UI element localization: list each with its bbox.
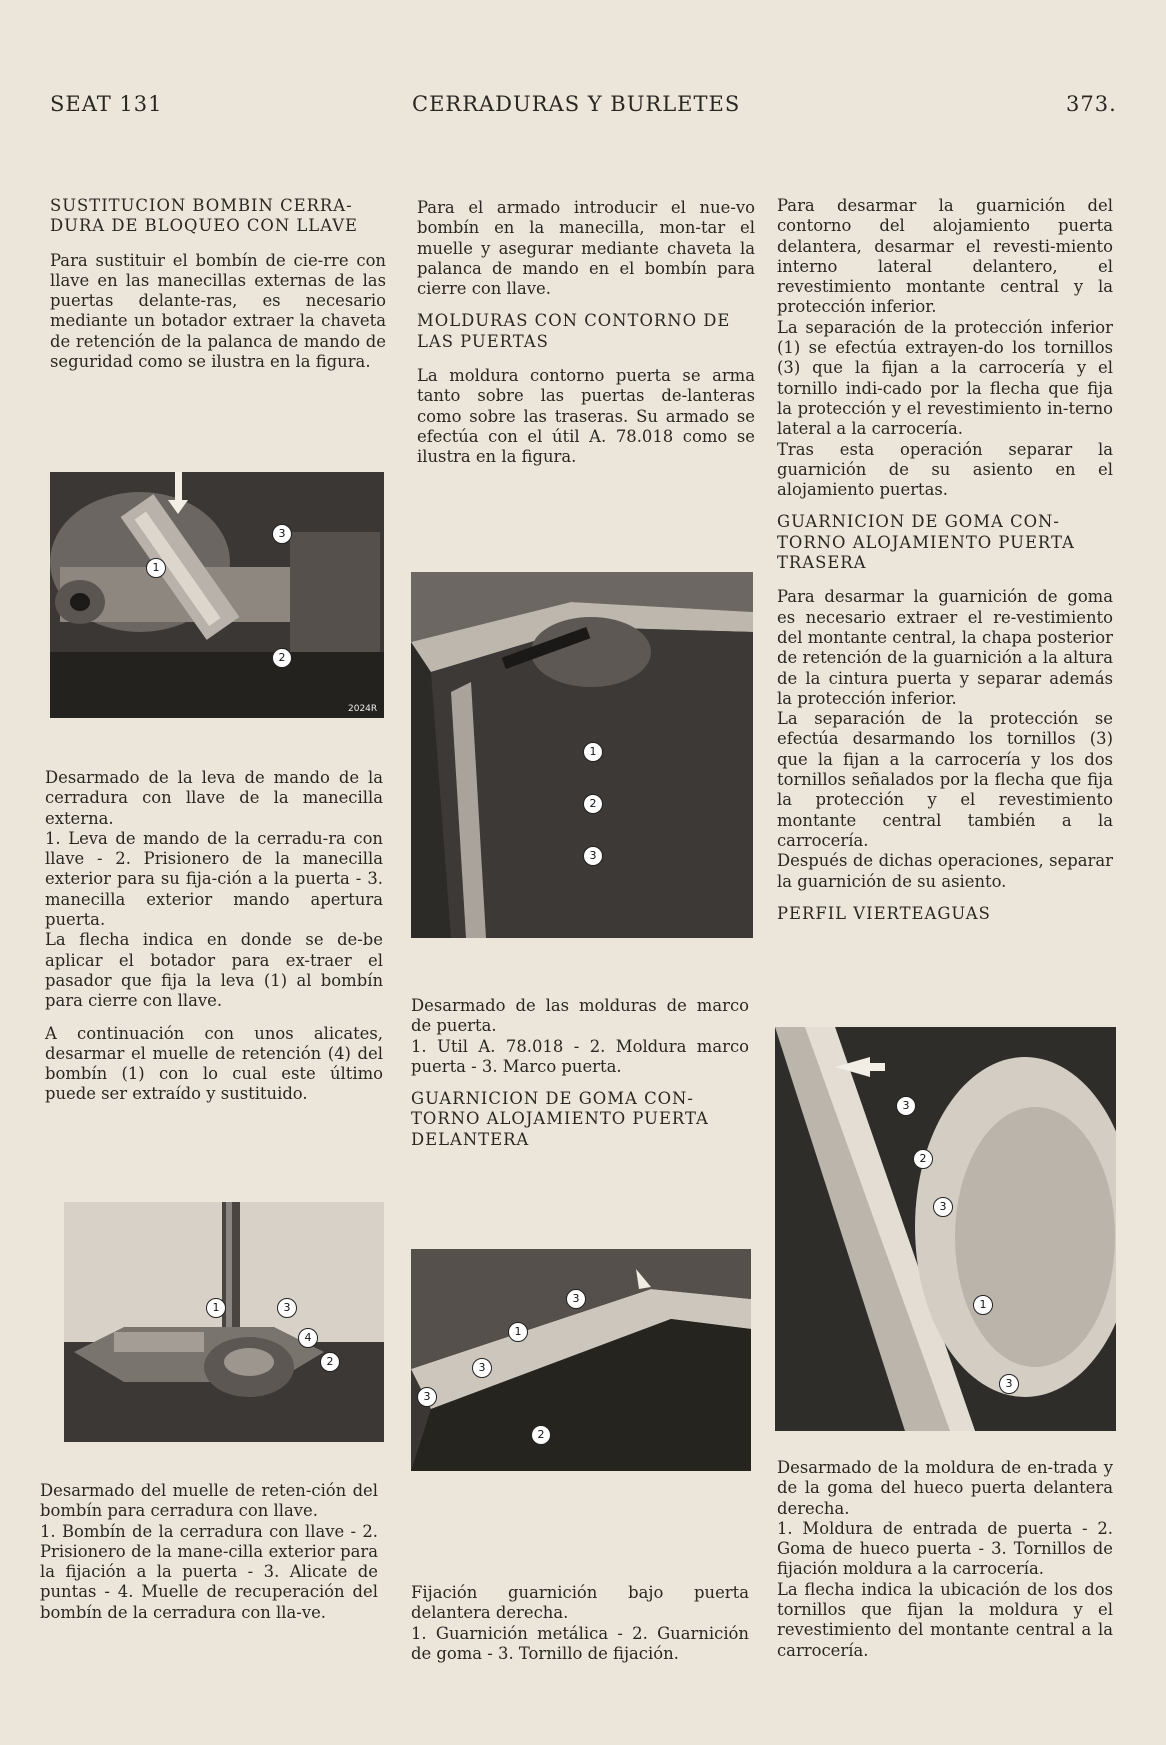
callout-2: 2 [913, 1149, 933, 1169]
paragraph: Para el armado introducir el nue-vo bombín en la manecilla, mon-tar el muelle y asegurar mediante chaveta la palanca de mando en el bombín para cierre con llave. [417, 198, 755, 299]
figure-spring-removal-drawing [64, 1202, 384, 1442]
callout-2: 2 [320, 1352, 340, 1372]
figure-door-moulding-drawing [411, 572, 753, 938]
paragraph: A continuación con unos alicates, desarmar el muelle de retención (4) del bombín (1) con lo cual este último puede ser extraído y sustituido. [45, 1023, 383, 1104]
figure-sill-guard-drawing [411, 1249, 751, 1471]
figure-sill-guard [411, 1249, 751, 1471]
figure-caption-legend: 1. Guarnición metálica - 2. Guarnición de goma - 3. Tornillo de fijación. [411, 1623, 749, 1663]
paragraph: Tras esta operación separar la guarnición de su asiento en el alojamiento puertas. [777, 439, 1113, 500]
callout-3: 3 [277, 1298, 297, 1318]
section-heading-molduras: MOLDURAS CON CONTORNO DE LAS PUERTAS [417, 311, 731, 351]
column-1-top [50, 196, 386, 384]
figure-lock-cam-drawing [50, 472, 384, 718]
column-3-top [777, 196, 1113, 938]
figure-door-opening [775, 1027, 1116, 1431]
figure-door-opening-drawing [775, 1027, 1116, 1431]
running-header-title: CERRADURAS Y BURLETES [412, 92, 741, 116]
figure-spring-removal [64, 1202, 384, 1442]
paragraph: Para desarmar la guarnición de goma es necesario extraer el re-vestimiento del montante central, la chapa posterior de retención de la guarnición a la altura de la cintura puerta y separar además la protección inferior. [777, 587, 1113, 708]
paragraph: Para desarmar la guarnición del contorno del alojamiento puerta delantera, desarmar el revesti-miento interno lateral delantero, el revestimiento montante central y la protección inferior. [777, 196, 1113, 317]
figure-caption: Desarmado de la moldura de en-trada y de la goma del hueco puerta delantera derecha. [777, 1458, 1113, 1518]
figure-code: 2024R [348, 704, 378, 714]
callout-1: 1 [146, 558, 166, 578]
running-header-left: SEAT 131 [50, 92, 163, 116]
column-1-middle [45, 768, 383, 1117]
column-1-bottom [40, 1481, 378, 1635]
figure-door-moulding [411, 572, 753, 938]
callout-1: 1 [206, 1298, 226, 1318]
figure-caption-legend: 1. Moldura de entrada de puerta - 2. Goma de hueco puerta - 3. Tornillos de fijación moldura a la carrocería. [777, 1518, 1113, 1579]
column-2-middle [411, 996, 749, 1164]
callout-2: 2 [531, 1425, 551, 1445]
column-3-bottom [777, 1458, 1113, 1673]
callout-3: 3 [272, 524, 292, 544]
callout-2: 2 [583, 794, 603, 814]
column-2-top [417, 198, 755, 480]
figure-caption-legend: 1. Leva de mando de la cerradu-ra con llave - 2. Prisionero de la manecilla exterior para su fija-ción a la puerta - 3. manecilla exterior mando apertura puerta. [45, 828, 383, 930]
paragraph: La separación de la protección inferior (1) se efectúa extrayen-do los tornillos (3) que la fijan a la carrocería y el tornillo indi-cado por la flecha que fija la protección y el revestimiento in-terno lateral a la carrocería. [777, 317, 1113, 439]
callout-3: 3 [417, 1387, 437, 1407]
callout-3: 3 [472, 1358, 492, 1378]
paragraph: La moldura contorno puerta se arma tanto sobre las puertas de-lanteras como sobre las traseras. Su armado se efectúa con el útil A. 78.018 como se ilustra en la figura. [417, 366, 755, 467]
callout-1: 1 [973, 1295, 993, 1315]
figure-caption: Fijación guarnición bajo puerta delantera derecha. [411, 1583, 749, 1623]
paragraph: Para sustituir el bombín de cie-rre con llave en las manecillas externas de las puertas delante-ras, es necesario mediante un botador extraer la chaveta de retención de la palanca de mando de seguridad como se ilustra en la figura. [50, 250, 386, 372]
callout-3: 3 [999, 1374, 1019, 1394]
callout-3: 3 [933, 1197, 953, 1217]
paragraph: La separación de la protección se efectúa desarmando los tornillos (3) que la fijan a la carrocería y los dos tornillos señalados por la flecha que fija la protección y el revestimiento montante central también a la carrocería. [777, 709, 1113, 850]
callout-3: 3 [896, 1096, 916, 1116]
callout-3: 3 [583, 846, 603, 866]
figure-caption: Desarmado del muelle de reten-ción del bombín para cerradura con llave. [40, 1481, 378, 1521]
section-heading-guarnicion-trasera: GUARNICION DE GOMA CON-TORNO ALOJAMIENTO PUERTA TRASERA [777, 512, 1075, 573]
callout-4: 4 [298, 1328, 318, 1348]
figure-lock-cam [50, 472, 384, 718]
callout-2: 2 [272, 648, 292, 668]
section-heading-guarnicion-delantera: GUARNICION DE GOMA CON-TORNO ALOJAMIENTO PUERTA DELANTERA [411, 1089, 709, 1149]
figure-caption: Desarmado de las molduras de marco de puerta. [411, 996, 749, 1036]
column-2-bottom [411, 1583, 749, 1676]
figure-caption-note: La flecha indica la ubicación de los dos tornillos que fijan la moldura y el revestimiento del montante central a la carrocería. [777, 1579, 1113, 1660]
figure-caption-legend: 1. Util A. 78.018 - 2. Moldura marco puerta - 3. Marco puerta. [411, 1036, 749, 1076]
callout-3: 3 [566, 1289, 586, 1309]
callout-1: 1 [508, 1322, 528, 1342]
figure-caption-legend: 1. Bombín de la cerradura con llave - 2. Prisionero de la mane-cilla exterior para la fijación a la puerta - 3. Alicate de puntas - 4. Muelle de recuperación del bombín de la cerradura con lla-ve. [40, 1521, 378, 1622]
paragraph: Después de dichas operaciones, separar la guarnición de su asiento. [777, 851, 1113, 891]
section-heading-perfil: PERFIL VIERTEAGUAS [777, 903, 991, 923]
figure-caption: Desarmado de la leva de mando de la cerradura con llave de la manecilla externa. [45, 768, 383, 828]
figure-caption-note: La flecha indica en donde se de-be aplicar el botador para ex-traer el pasador que fija la leva (1) al bombín para cierre con llave. [45, 930, 383, 1011]
page-number: 373. [1066, 92, 1117, 116]
callout-1: 1 [583, 742, 603, 762]
section-heading-bombin: SUSTITUCION BOMBIN CERRA-DURA DE BLOQUEO CON LLAVE [50, 196, 359, 236]
